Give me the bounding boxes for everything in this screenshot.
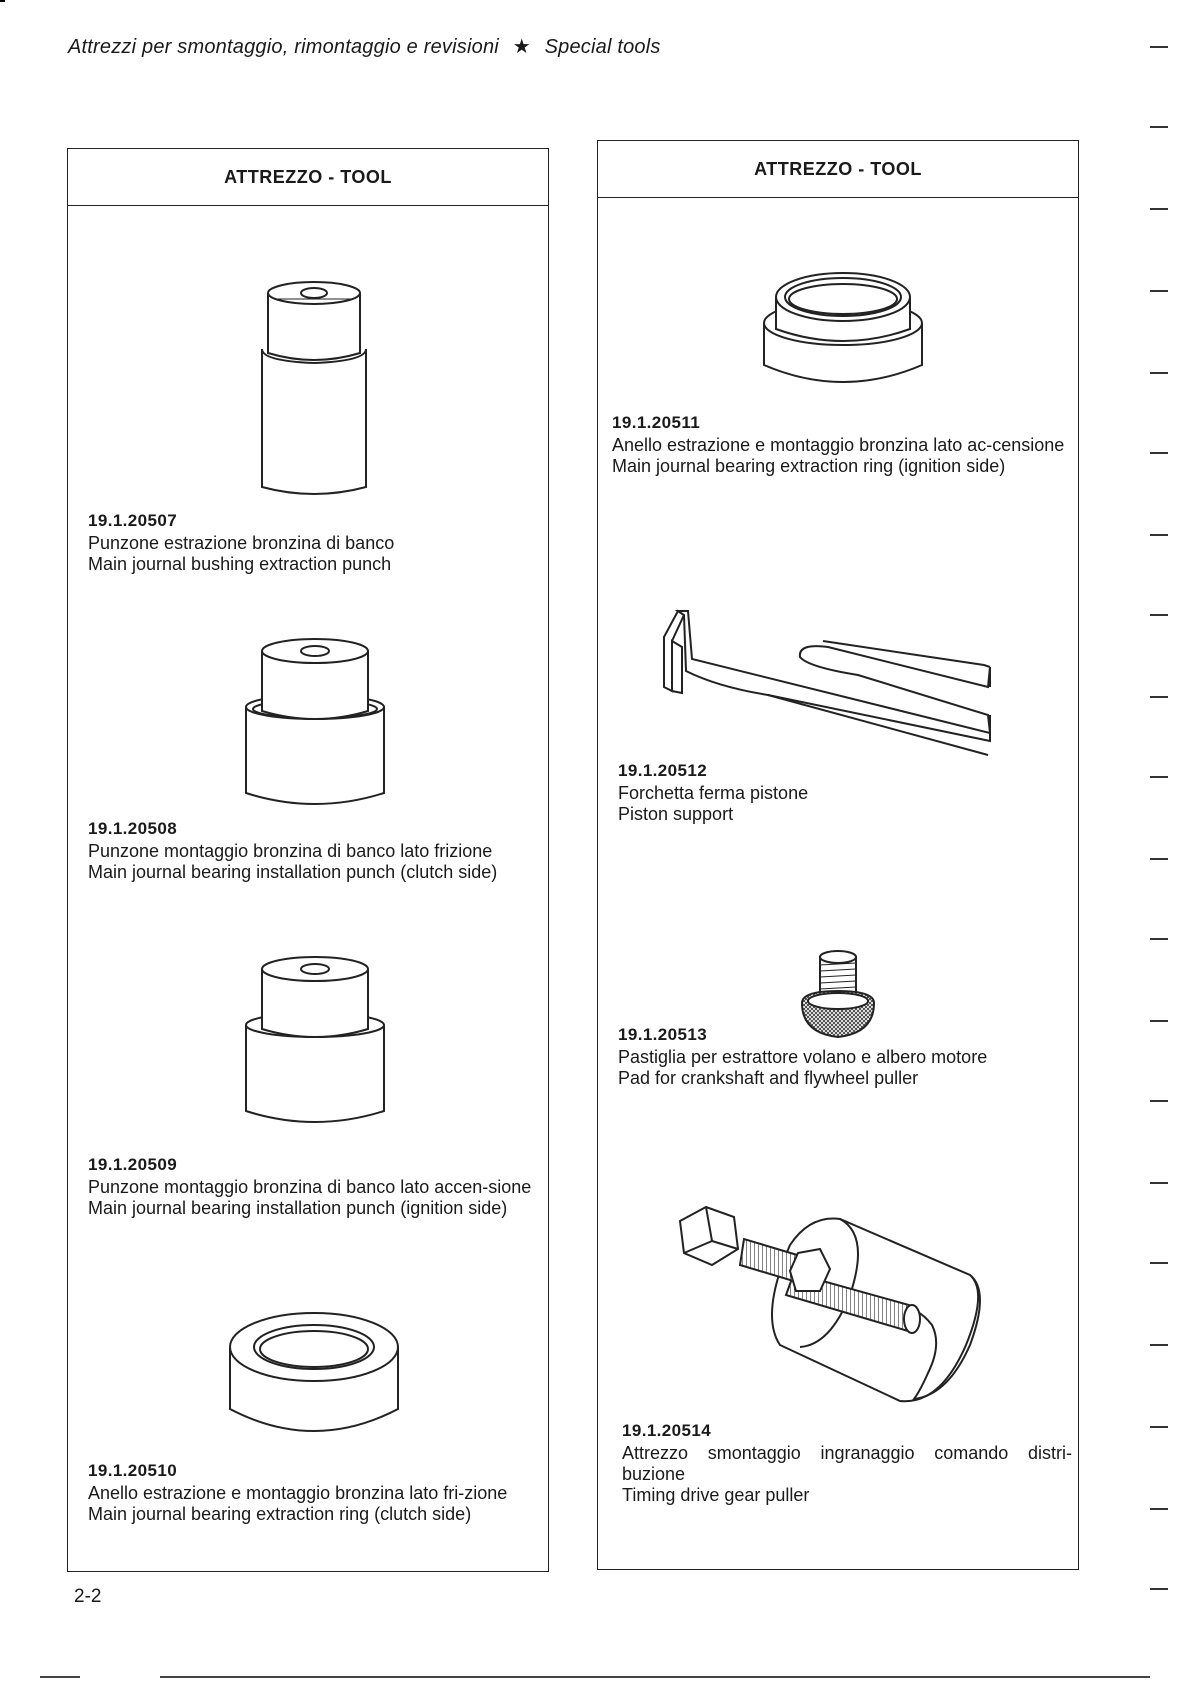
tool-code: 19.1.20508	[88, 819, 178, 838]
tool-desc-it: Punzone montaggio bronzina di banco lato accen-sione	[88, 1177, 532, 1197]
page-corner-mark	[0, 0, 5, 7]
tool-desc-en: Pad for crankshaft and flywheel puller	[618, 1068, 919, 1088]
gear-puller-figure	[670, 1195, 1010, 1415]
tool-desc-it: Pastiglia per estrattore volano e albero motore	[618, 1047, 988, 1067]
page-header	[68, 34, 661, 59]
tool-desc-it: Anello estrazione e montaggio bronzina lato ac-censione	[612, 435, 1065, 455]
tool-desc-it: Punzone estrazione bronzina di banco	[88, 533, 395, 553]
ring-20511-figure	[758, 265, 928, 405]
tool-code: 19.1.20513	[618, 1025, 708, 1044]
tool-item-20507	[88, 511, 538, 575]
punch-20508-figure	[240, 635, 390, 815]
header-title-it: Attrezzi per smontaggio, rimontaggio e revisioni	[68, 36, 499, 58]
tool-code: 19.1.20512	[618, 761, 708, 780]
tool-item-20510	[88, 1461, 542, 1525]
right-tool-panel	[597, 140, 1079, 1570]
tool-code: 19.1.20507	[88, 511, 178, 530]
tool-item-20509	[88, 1155, 542, 1219]
tool-desc-it: Attrezzo smontaggio ingranaggio comando distri-buzione	[622, 1443, 1072, 1484]
bottom-rule	[160, 1676, 1150, 1678]
tool-desc-it: Punzone montaggio bronzina di banco lato frizione	[88, 841, 493, 861]
punch-20507-figure	[254, 279, 374, 499]
tool-code: 19.1.20510	[88, 1461, 178, 1480]
tool-desc-it: Anello estrazione e montaggio bronzina lato fri-zione	[88, 1483, 508, 1503]
tool-code: 19.1.20509	[88, 1155, 178, 1174]
star-separator-icon: ★	[512, 36, 531, 58]
tool-code: 19.1.20514	[622, 1421, 712, 1440]
page-number: 2-2	[74, 1586, 102, 1607]
left-tool-panel	[67, 148, 549, 1572]
tool-desc-it: Forchetta ferma pistone	[618, 783, 809, 803]
tool-desc-en: Main journal bearing extraction ring (ignition side)	[612, 456, 1006, 476]
tool-code: 19.1.20511	[612, 413, 701, 432]
tool-desc-en: Piston support	[618, 804, 734, 824]
piston-support-fork-figure	[658, 607, 1018, 757]
tool-desc-en: Timing drive gear puller	[622, 1485, 810, 1505]
tool-desc-en: Main journal bearing installation punch (ignition side)	[88, 1198, 508, 1218]
header-title-en: Special tools	[544, 36, 661, 58]
tool-item-20513	[618, 1025, 1068, 1089]
right-panel-heading: ATTREZZO - TOOL	[598, 141, 1078, 198]
tool-item-20514	[622, 1421, 1072, 1506]
punch-20509-figure	[240, 953, 390, 1133]
left-panel-heading: ATTREZZO - TOOL	[68, 149, 548, 206]
tool-item-20508	[88, 819, 542, 883]
tool-desc-en: Main journal bearing installation punch (clutch side)	[88, 862, 498, 882]
bottom-rule-left	[40, 1676, 80, 1678]
tool-desc-en: Main journal bearing extraction ring (clutch side)	[88, 1504, 472, 1524]
ring-20510-figure	[224, 1303, 404, 1453]
tool-item-20511	[612, 413, 1070, 477]
tool-desc-en: Main journal bushing extraction punch	[88, 554, 392, 574]
tool-item-20512	[618, 761, 1068, 825]
